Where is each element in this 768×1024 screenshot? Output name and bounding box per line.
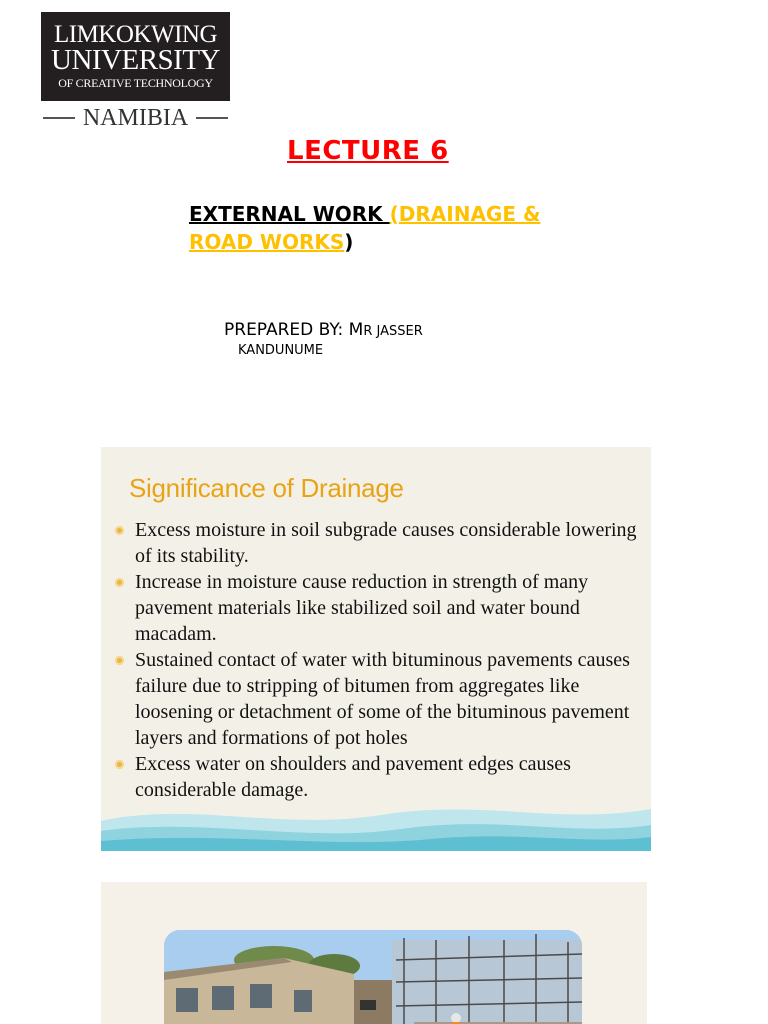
construction-scene-image [164,930,582,1024]
prepared-by-name: R JASSER [363,324,423,339]
logo-line-1: LIMKOKWING [53,21,218,48]
prepared-by-label: PREPARED BY: M [224,320,364,340]
prepared-by-name-line-2: KANDUNUME [238,343,324,358]
bullet-text: Excess moisture in soil subgrade causes considerable lowering of its stability. [135,519,637,567]
slide-title: Significance of Drainage [129,473,404,503]
logo-line-2: UNIVERSITY [51,44,220,76]
subject-highlight: DRAINAGE & ROAD WORKS [189,202,541,254]
bullet-item [113,751,649,803]
bullet-dot-icon [115,578,124,587]
prepared-by [224,320,423,340]
subject-heading [189,200,609,256]
bullet-dot-icon [115,760,124,769]
bullet-list [113,517,649,803]
logo-subtitle [41,104,230,132]
bullet-text: Increase in moisture cause reduction in strength of many pavement materials like stabilized soil and water bound macadam. [135,571,589,645]
logo-line-3: OF CREATIVE TECHNOLOGY [58,76,213,90]
bullet-dot-icon [115,656,124,665]
subject-close-paren: ) [344,230,354,254]
bullet-item [113,647,649,751]
logo-rule-left [43,117,75,119]
subject-open-paren: ( [389,202,399,226]
subject-prefix: EXTERNAL WORK [189,202,390,226]
road-works-photo [164,930,582,1024]
bullet-item [113,517,649,569]
bullet-text: Sustained contact of water with bituminous pavements causes failure due to stripping of bitumen from aggregates like loosening or detachment of some of the bituminous pavement layers and formations of pot holes [135,649,630,749]
road-works-slide [101,882,647,1024]
university-logo [41,12,230,101]
drainage-slide [101,447,651,851]
lecture-title: LECTURE 6 [287,136,449,166]
logo-rule-right [196,117,228,119]
bullet-item [113,569,649,647]
bullet-dot-icon [115,526,124,535]
bullet-text: Excess water on shoulders and pavement edges causes considerable damage. [135,753,571,801]
logo-subtitle-text: NAMIBIA [82,104,189,131]
